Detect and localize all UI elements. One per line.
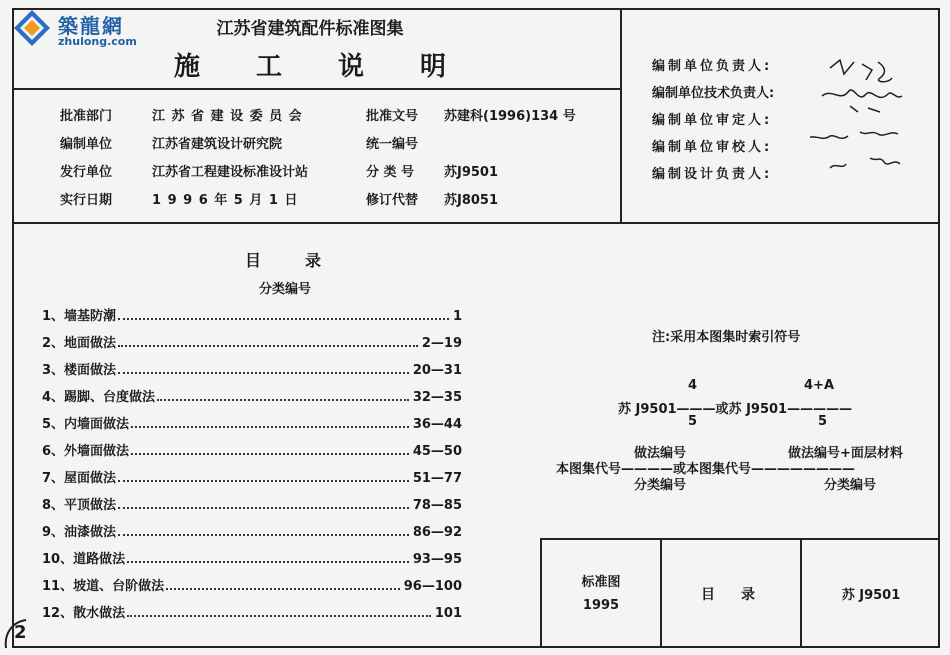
toc-leader — [118, 318, 449, 320]
info-label: 修订代替 — [366, 193, 419, 208]
info-value: 苏J8051 — [444, 193, 499, 208]
info-value: 江 苏 省 建 设 委 员 会 — [152, 109, 303, 124]
logo-url: zhulong.com — [58, 35, 137, 48]
toc-item-label: 8、平顶做法 — [42, 498, 117, 513]
toc-leader — [118, 507, 409, 509]
toc-leader — [118, 372, 409, 374]
toc-item-page: 36—44 — [412, 417, 462, 432]
toc-item — [42, 602, 462, 621]
info-value: 江苏省工程建设标准设计站 — [152, 165, 309, 180]
titleblock-top — [540, 538, 940, 540]
toc-leader — [127, 561, 409, 563]
note-ex2-top-b: 做法编号+面层材料 — [788, 446, 903, 461]
toc-item — [42, 521, 462, 540]
toc-item — [42, 494, 462, 513]
header-vertical-divider — [620, 8, 622, 224]
toc-item-page: 86—92 — [412, 525, 462, 540]
toc-item-page: 93—95 — [412, 552, 462, 567]
toc-leader — [131, 426, 409, 428]
toc-item-label: 10、道路做法 — [42, 552, 126, 567]
info-label: 编制单位 — [60, 137, 113, 152]
toc-item-label: 5、内墙面做法 — [42, 417, 130, 432]
handwritten-signatures — [810, 46, 930, 186]
info-value: 1 9 9 6 年 5 月 1 日 — [152, 193, 299, 208]
toc-item-label: 11、坡道、台阶做法 — [42, 579, 165, 594]
toc-leader — [118, 345, 418, 347]
toc-item-page: 45—50 — [412, 444, 462, 459]
note-ex1-denominator-a: 5 — [688, 414, 698, 429]
info-value: 苏J9501 — [444, 165, 499, 180]
titleblock-name: 目 录 — [701, 587, 761, 603]
titleblock-left — [540, 538, 542, 648]
toc-item-label: 12、散水做法 — [42, 606, 126, 621]
toc-title: 目 录 — [244, 251, 325, 270]
note-ex2-bottom-b: 分类编号 — [824, 478, 877, 493]
toc-item-page: 32—35 — [412, 390, 462, 405]
responsible-label: 编制单位审校人: — [652, 140, 773, 155]
toc-item-label: 3、楼面做法 — [42, 363, 117, 378]
info-value: 苏建科(1996)134 号 — [444, 109, 576, 124]
note-ex2-line: 本图集代号————或本图集代号———————— — [556, 462, 856, 477]
toc-item — [42, 440, 462, 459]
logo-name: 築龍網 — [58, 14, 124, 38]
toc-item — [42, 413, 462, 432]
responsible-label: 编制单位技术负责人: — [652, 86, 775, 101]
titleblock-year: 1995 — [582, 598, 620, 613]
note-ex1-numerator-a: 4 — [688, 378, 698, 393]
toc-item-label: 1、墙基防潮 — [42, 309, 117, 324]
note-ex1-denominator-b: 5 — [818, 414, 828, 429]
responsible-label: 编制单位负责人: — [652, 59, 773, 74]
toc-item — [42, 386, 462, 405]
note-ex1-numerator-b: 4+A — [804, 378, 834, 393]
titleblock-code: 苏 J9501 — [841, 588, 901, 603]
responsible-label: 编制设计负责人: — [652, 167, 773, 182]
toc-subtitle: 分类编号 — [258, 282, 311, 297]
toc-item-page: 20—31 — [412, 363, 462, 378]
toc-leader — [166, 588, 400, 590]
info-label: 分 类 号 — [366, 165, 415, 180]
responsible-label: 编制单位审定人: — [652, 113, 773, 128]
toc-item-label: 9、油漆做法 — [42, 525, 117, 540]
page-title: 施工说明 — [173, 52, 502, 82]
note-ex2-bottom-a: 分类编号 — [634, 478, 687, 493]
toc-item — [42, 548, 462, 567]
header-divider — [12, 88, 620, 90]
toc-item — [42, 575, 462, 594]
titleblock-std: 标准图 — [581, 575, 621, 590]
toc-item — [42, 332, 462, 351]
note-ex1-line: 苏 J9501———或苏 J9501————— — [618, 402, 853, 417]
info-label: 批准文号 — [366, 109, 419, 124]
toc-leader — [118, 480, 409, 482]
info-label: 实行日期 — [60, 193, 113, 208]
atlas-title: 江苏省建筑配件标准图集 — [216, 19, 404, 39]
toc-item-label: 4、踢脚、台度做法 — [42, 390, 156, 405]
toc-item-page: 78—85 — [412, 498, 462, 513]
toc-item-label: 2、地面做法 — [42, 336, 117, 351]
toc-item — [42, 467, 462, 486]
info-label: 批准部门 — [60, 109, 113, 124]
toc-item-page: 101 — [434, 606, 462, 621]
toc-item-page: 2—19 — [421, 336, 462, 351]
page-marker: 2 — [14, 622, 27, 643]
toc-item — [42, 359, 462, 378]
info-value: 江苏省建筑设计研究院 — [152, 137, 283, 152]
toc-item-page: 1 — [452, 309, 462, 324]
note-title: 注:采用本图集时索引符号 — [652, 330, 801, 345]
toc-item-label: 6、外墙面做法 — [42, 444, 130, 459]
info-label: 统一编号 — [366, 137, 419, 152]
toc-leader — [127, 615, 431, 617]
toc-leader — [157, 399, 409, 401]
section-divider — [12, 222, 940, 224]
toc-item-label: 7、屋面做法 — [42, 471, 117, 486]
toc-item — [42, 305, 462, 324]
toc-leader — [131, 453, 409, 455]
toc-leader — [118, 534, 409, 536]
toc-item-page: 51—77 — [412, 471, 462, 486]
note-ex2-top-a: 做法编号 — [634, 446, 687, 461]
toc-item-page: 96—100 — [403, 579, 462, 594]
info-label: 发行单位 — [60, 165, 113, 180]
